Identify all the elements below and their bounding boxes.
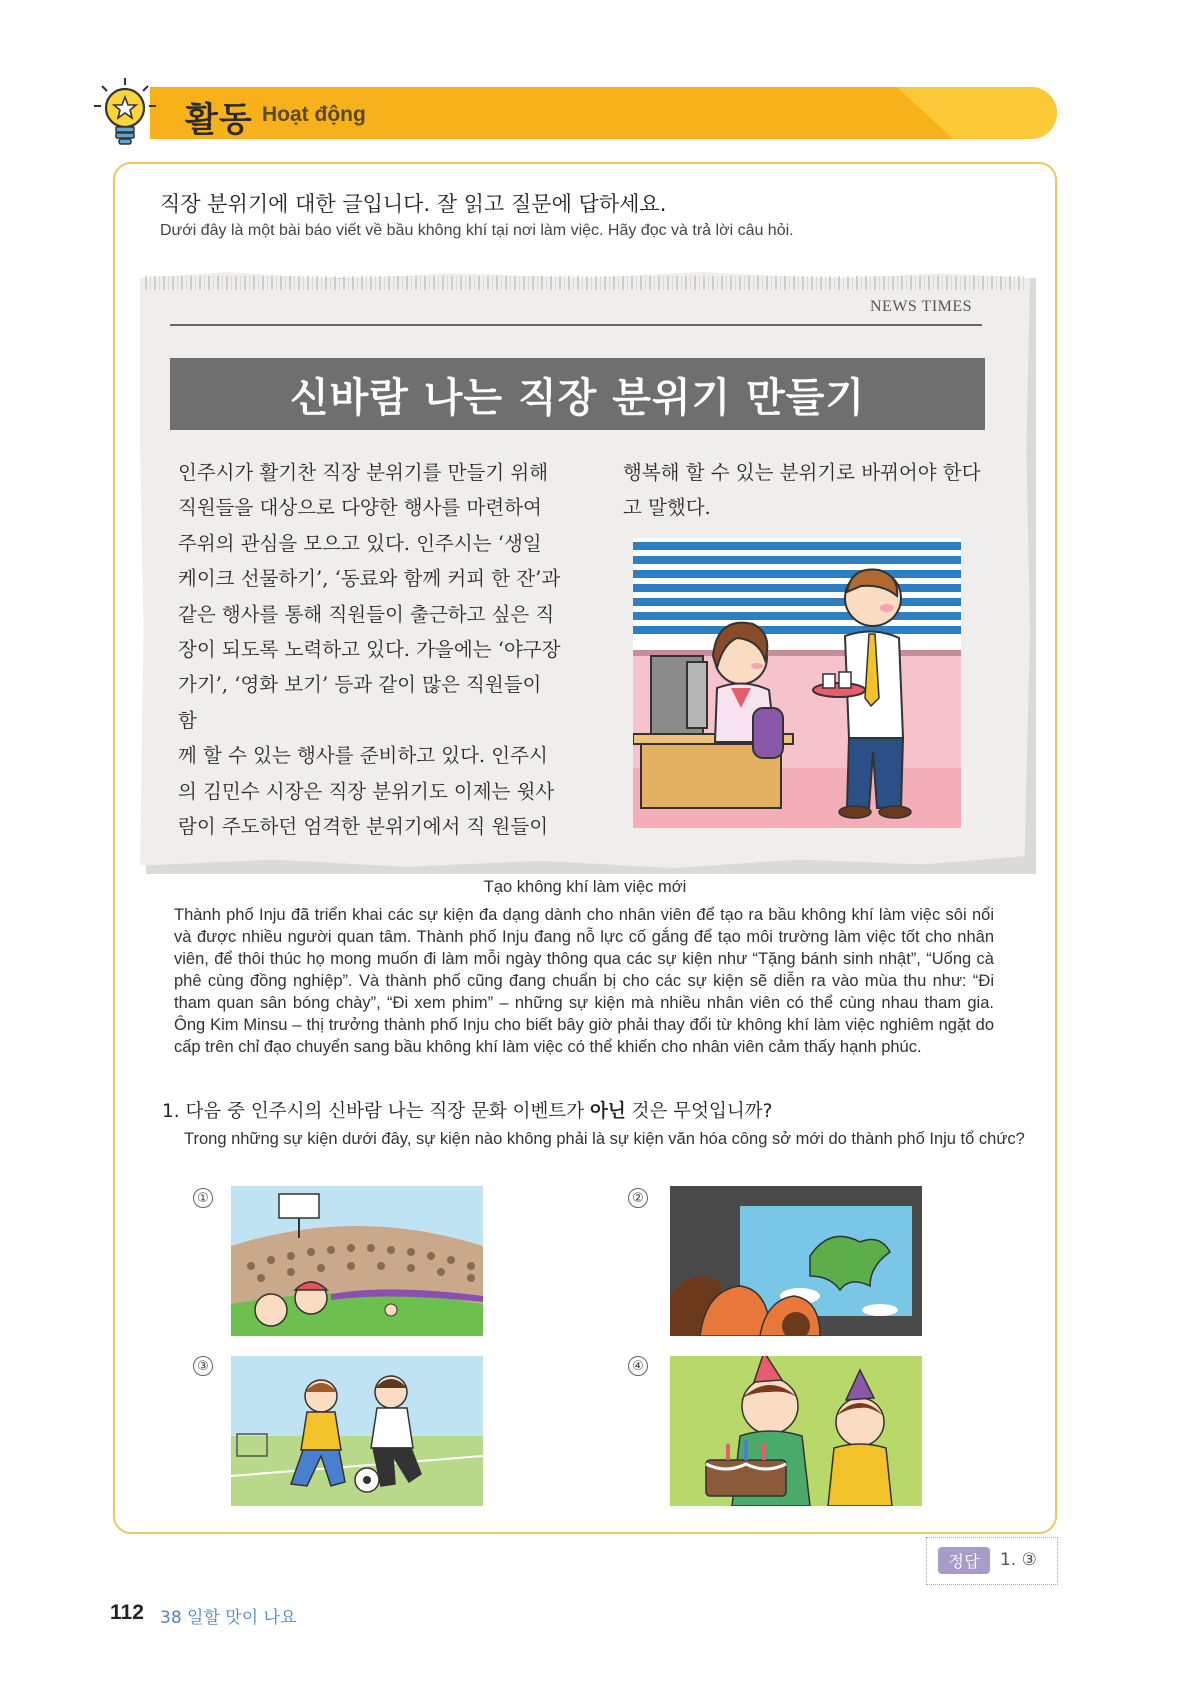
option-1-baseball-stadium-image[interactable] <box>231 1186 483 1336</box>
newspaper-brand: NEWS TIMES <box>870 298 973 315</box>
newspaper-torn-edge <box>145 276 1025 290</box>
article-line: 행복해 할 수 있는 분위기로 바뀌어야 한다 <box>623 461 981 484</box>
headline-bar <box>170 358 985 430</box>
article-line: 람이 주도하던 엄격한 분위기에서 직 원들이 <box>178 815 549 839</box>
article-line: 장이 되도록 노력하고 있다. 가을에는 ‘야구장 <box>178 638 561 662</box>
article-line: 인주시가 활기찬 직장 분위기를 만들기 위해 <box>178 461 549 484</box>
answer-label: 정답 <box>938 1547 990 1574</box>
article-line: 가기’, ‘영화 보기’ 등과 같이 많은 직원들이 함 <box>178 673 542 732</box>
question-vietnamese: Trong những sự kiện dưới đây, sự kiện nào không phải là sự kiện văn hóa công sở mới do thành phố Inju tổ chức? <box>184 1130 1025 1148</box>
chapter-title: 38 일할 맛이 나요 <box>160 1608 297 1628</box>
article-column-left <box>178 455 563 844</box>
option-number-2[interactable]: ② <box>628 1188 648 1208</box>
lightbulb-icon <box>92 76 158 148</box>
page-number: 112 <box>110 1601 144 1624</box>
question-suffix: 것은 무엇입니까? <box>625 1101 773 1122</box>
option-2-movie-theater-image[interactable] <box>670 1186 922 1336</box>
article-line: 께 할 수 있는 행사를 준비하고 있다. 인주시 <box>178 744 548 768</box>
section-title: 활동 <box>185 100 253 140</box>
option-number-3[interactable]: ③ <box>193 1356 213 1376</box>
option-3-soccer-image[interactable] <box>231 1356 483 1506</box>
instruction-korean: 직장 분위기에 대한 글입니다. 잘 읽고 질문에 답하세요. <box>160 192 667 216</box>
newspaper-rule <box>170 324 982 326</box>
office-illustration <box>633 538 961 828</box>
article-line: 직원들을 대상으로 다양한 행사를 마련하여 <box>178 496 542 520</box>
translation-title: Tạo không khí làm việc mới <box>483 878 687 896</box>
option-4-birthday-cake-image[interactable] <box>670 1356 922 1506</box>
article-column-right <box>623 455 983 526</box>
option-number-1[interactable]: ① <box>193 1188 213 1208</box>
section-subtitle: Hoạt động <box>262 103 366 126</box>
option-number-4[interactable]: ④ <box>628 1356 648 1376</box>
article-line: 같은 행사를 통해 직원들이 출근하고 싶은 직 <box>178 602 555 626</box>
question-emphasis: 아닌 <box>590 1101 626 1122</box>
article-line: 의 김민수 시장은 직장 분위기도 이제는 윗사 <box>178 779 555 803</box>
article-line: 고 말했다. <box>623 496 711 520</box>
question-prefix: 1. 다음 중 인주시의 신바람 나는 직장 문화 이벤트가 <box>162 1101 590 1122</box>
instruction-vietnamese: Dưới đây là một bài báo viết về bầu không khí tại nơi làm việc. Hãy đọc và trả lời câu hỏi. <box>160 222 794 239</box>
answer-value: 1. ③ <box>1000 1550 1037 1570</box>
translation-body: Thành phố Inju đã triển khai các sự kiện đa dạng dành cho nhân viên để tạo ra bầu không khí làm việc sôi nổi và được nhiều người quan tâm. Thành phố Inju đang nỗ lực cố gắng để tạo môi trường làm việc tốt cho nhân viên, để thôi thúc họ mong muốn đi làm mỗi ngày thông qua các sự kiện như “Tặng bánh sinh nhật”, “Uống cà phê cùng đồng nghiệp”. Và thành phố cũng đang chuẩn bị cho các sự kiện sẽ diễn ra vào mùa thu như: “Đi tham quan sân bóng chày”, “Đi xem phim” – những sự kiện mà nhiều nhân viên có thể cùng nhau tham gia. Ông Kim Minsu – thị trưởng thành phố Inju cho biết bây giờ phải thay đổi từ không khí làm việc nghiêm ngặt do cấp trên chỉ đạo chuyển sang bầu không khí làm việc có thể khiến cho nhân viên cảm thấy hạnh phúc. <box>174 906 994 1056</box>
headline: 신바람 나는 직장 분위기 만들기 <box>289 374 866 421</box>
article-line: 주위의 관심을 모으고 있다. 인주시는 ‘생일 <box>178 531 542 555</box>
question-korean <box>162 1097 772 1123</box>
article-line: 케이크 선물하기’, ‘동료와 함께 커피 한 잔’과 <box>178 567 561 591</box>
